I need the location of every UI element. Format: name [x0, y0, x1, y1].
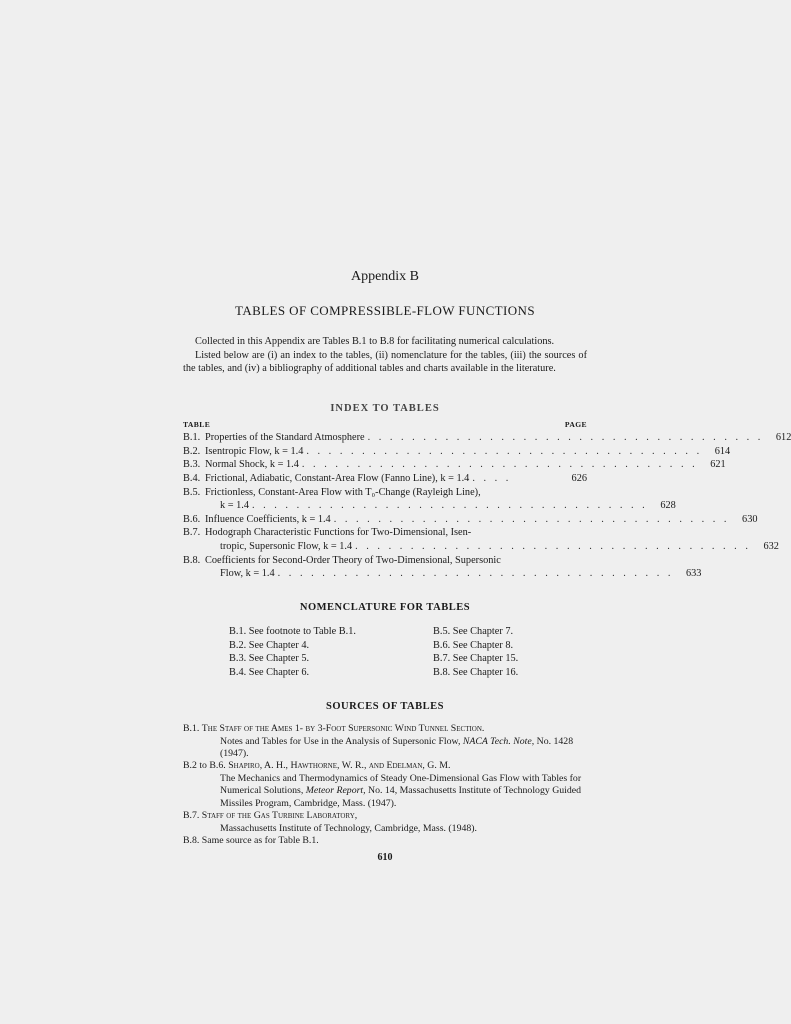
source-entry — [183, 723, 587, 760]
page-number: 610 — [377, 852, 393, 864]
intro-paragraph-2: Listed below are (i) an index to the tables, (ii) nomenclature for the tables, (iii) the sources of the tables, and (iv) a bibliography of additional tables and charts available in the literature. — [183, 349, 587, 375]
source-text: Massachusetts Institute of Technology, Cambridge, Mass. (1948). — [220, 822, 477, 834]
source-number: B.7. — [183, 810, 200, 822]
index-row: B.2. Isentropic Flow, k = 1.4 . . . . . . . . . . . . . . . . . . . . . . . . . . . . . . . . . . . . 614 — [183, 445, 731, 457]
nomenclature-item: B.8. See Chapter 16. — [433, 667, 519, 679]
document-page — [183, 269, 791, 865]
index-row-title: Isentropic Flow, k = 1.4 — [205, 445, 304, 457]
index-row-number: B.6. — [183, 513, 201, 525]
source-entry — [183, 835, 587, 847]
index-row-page: 632 — [763, 540, 779, 552]
nomenclature-list — [229, 625, 587, 679]
index-row-title: Hodograph Characteristic Functions for Two-Dimensional, Isen- — [205, 527, 472, 539]
index-row-number: B.1. — [183, 432, 201, 444]
index-row-title: Influence Coefficients, k = 1.4 — [205, 513, 331, 525]
source-publication: Meteor Report, — [305, 785, 366, 797]
index-row-title-cont: Flow, k = 1.4 — [220, 568, 275, 580]
intro-text — [183, 335, 587, 376]
source-tail: No. 1428 (1947). — [220, 735, 574, 760]
source-text: Notes and Tables for Use in the Analysis of Supersonic Flow, — [220, 735, 461, 747]
index-row-title: Coefficients for Second-Order Theory of Two-Dimensional, Supersonic — [205, 554, 501, 566]
index-header — [183, 418, 587, 432]
source-number: B.1. — [183, 723, 200, 735]
index-row-page: 626 — [571, 472, 587, 484]
index-row-page: 614 — [714, 445, 731, 457]
nomenclature-item: B.3. See Chapter 5. — [229, 653, 310, 665]
index-row: B.4. Frictional, Adiabatic, Constant-Area Flow (Fanno Line), k = 1.4 . . . . 626 — [183, 472, 587, 484]
nomenclature-item: B.4. See Chapter 6. — [229, 667, 310, 679]
index-row-number: B.8. — [183, 554, 201, 566]
source-number: B.2 to B.6. — [183, 760, 226, 772]
index-row-number: B.5. — [183, 486, 201, 498]
nomenclature-item: B.1. See footnote to Table B.1. — [229, 626, 356, 638]
index-row-page: 612 — [775, 432, 791, 444]
nomenclature-title: NOMENCLATURE FOR TABLES — [299, 601, 471, 613]
index-row — [183, 554, 587, 568]
index-row-page: 630 — [742, 513, 758, 525]
index-row: B.1. Properties of the Standard Atmosphere . . . . . . . . . . . . . . . . . . . . . . . . . . . . . . . . . . . . 612 — [183, 432, 791, 444]
nomenclature-item: B.2. See Chapter 4. — [229, 639, 310, 651]
index-row-title: Properties of the Standard Atmosphere — [205, 432, 365, 444]
index-row-page: 621 — [710, 459, 726, 471]
index-row-title: Frictional, Adiabatic, Constant-Area Flow (Fanno Line), k = 1.4 — [205, 472, 470, 484]
index-row: B.3. Normal Shock, k = 1.4 . . . . . . . . . . . . . . . . . . . . . . . . . . . . . . . . . . . . 621 — [183, 459, 726, 471]
index-row-title-cont: tropic, Supersonic Flow, k = 1.4 — [220, 540, 353, 552]
index-row-title: Frictionless, Constant-Area Flow with T₀-Change (Rayleigh Line), — [205, 486, 481, 498]
source-text: Same source as for Table B.1. — [201, 834, 319, 846]
appendix-label: Appendix B — [350, 269, 420, 284]
index-row-continuation: k = 1.4 . . . . . . . . . . . . . . . . . . . . . . . . . . . . . . . . . . . . 628 — [220, 500, 676, 512]
index-row-number: B.2. — [183, 445, 201, 457]
index-list — [183, 431, 791, 581]
index-row — [183, 526, 587, 540]
sources-title: SOURCES OF TABLES — [325, 700, 444, 712]
index-col-table: TABLE — [183, 419, 211, 429]
index-row-title-cont: k = 1.4 — [220, 500, 249, 512]
index-row-number: B.3. — [183, 459, 201, 471]
index-row: B.6. Influence Coefficients, k = 1.4 . . . . . . . . . . . . . . . . . . . . . . . . . . . . . . . . . . . . 630 — [183, 513, 758, 525]
index-row-number: B.7. — [183, 527, 201, 539]
source-number: B.8. — [183, 834, 200, 846]
source-tail: No. 14, Massachusetts Institute of Technology Guided Missiles Program, Cambridge, Mass. (1947). — [220, 785, 582, 809]
source-text: The Mechanics and Thermodynamics of Steady One-Dimensional Gas Flow with Tables for Numerical Solutions, — [220, 772, 582, 797]
index-col-page: PAGE — [564, 419, 587, 429]
nomenclature-item: B.6. See Chapter 8. — [433, 639, 514, 651]
source-entry — [183, 760, 587, 810]
index-row — [183, 486, 587, 500]
source-author: The Staff of the Ames 1- by 3-Foot Supersonic Wind Tunnel Section. — [201, 723, 485, 735]
source-author: Staff of the Gas Turbine Laboratory, — [201, 810, 358, 822]
source-publication: NACA Tech. Note, — [462, 735, 535, 747]
sources-list — [183, 723, 587, 847]
page-title: TABLES OF COMPRESSIBLE-FLOW FUNCTIONS — [235, 302, 535, 318]
intro-paragraph-1: Collected in this Appendix are Tables B.1 to B.8 for facilitating numerical calculations. — [195, 336, 555, 348]
index-row-continuation: Flow, k = 1.4 . . . . . . . . . . . . . . . . . . . . . . . . . . . . . . . . . . . . 633 — [220, 568, 702, 580]
index-row-continuation: tropic, Supersonic Flow, k = 1.4 . . . . . . . . . . . . . . . . . . . . . . . . . . . . . . . . . . . . 632 — [220, 540, 779, 552]
nomenclature-item: B.7. See Chapter 15. — [433, 653, 519, 665]
index-row-number: B.4. — [183, 472, 201, 484]
source-author: Shapiro, A. H., Hawthorne, W. R., and Edelman, G. M. — [228, 760, 451, 772]
index-row-title: Normal Shock, k = 1.4 — [205, 459, 299, 471]
index-title: INDEX TO TABLES — [330, 402, 440, 414]
index-row-page: 628 — [660, 500, 676, 512]
source-entry — [183, 810, 587, 835]
index-row-page: 633 — [685, 568, 702, 580]
nomenclature-item: B.5. See Chapter 7. — [433, 626, 514, 638]
